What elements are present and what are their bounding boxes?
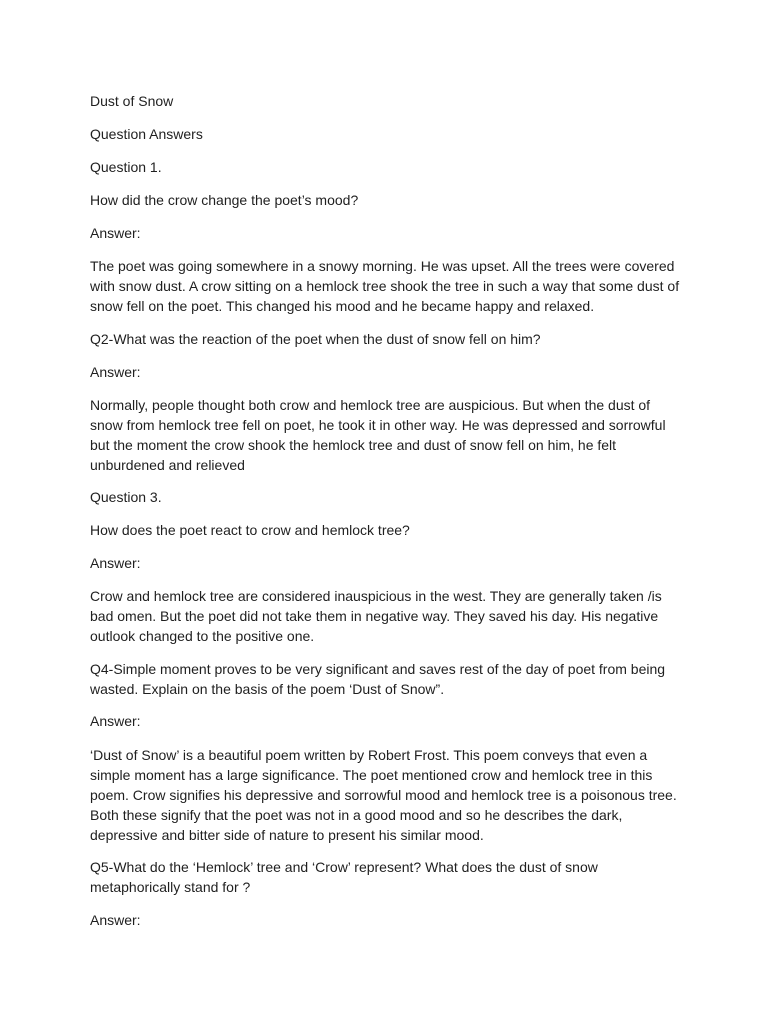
question-4-line: Q4-Simple moment proves to be very significant and saves rest of the day of poet from being (90, 661, 666, 677)
answer-2-line: but the moment the crow shook the hemlock tree and dust of snow fell on him, he felt (90, 437, 617, 453)
question-3-label: Question 3. (90, 489, 162, 505)
answer-1-line: The poet was going somewhere in a snowy morning. He was upset. All the trees were covered (90, 258, 675, 274)
document-subtitle: Question Answers (90, 126, 203, 142)
document-title: Dust of Snow (90, 93, 174, 109)
answer-4-line: simple moment has a large significance. The poet mentioned crow and hemlock tree in this (90, 767, 653, 783)
question-1-label: Question 1. (90, 159, 162, 175)
answer-5-label: Answer: (90, 912, 141, 928)
answer-1-label: Answer: (90, 225, 141, 241)
answer-3-line: outlook changed to the positive one. (90, 628, 315, 644)
answer-2-label: Answer: (90, 364, 141, 380)
question-4-line: wasted. Explain on the basis of the poem ‘Dust of Snow”. (90, 681, 445, 697)
answer-2-line: snow from hemlock tree fell on poet, he took it in other way. He was depressed and sorrowful (90, 417, 666, 433)
question-1-text: How did the crow change the poet’s mood? (90, 192, 359, 208)
question-5-line: Q5-What do the ‘Hemlock’ tree and ‘Crow’ represent? What does the dust of snow (90, 859, 598, 875)
answer-1-line: snow fell on the poet. This changed his mood and he became happy and relaxed. (90, 298, 595, 314)
answer-2-line: Normally, people thought both crow and hemlock tree are auspicious. But when the dust of (90, 397, 651, 413)
answer-3-line: Crow and hemlock tree are considered inauspicious in the west. They are generally taken /is (90, 588, 662, 604)
answer-4-line: poem. Crow signifies his depressive and sorrowful mood and hemlock tree is a poisonous tree. (90, 787, 677, 803)
answer-3-line: bad omen. But the poet did not take them in negative way. They saved his day. His negative (90, 608, 659, 624)
answer-4-line: Both these signify that the poet was not in a good mood and so he describes the dark, (90, 807, 623, 823)
answer-4-line: ‘Dust of Snow’ is a beautiful poem written by Robert Frost. This poem conveys that even a (90, 747, 648, 763)
answer-3-label: Answer: (90, 555, 141, 571)
question-3-text: How does the poet react to crow and hemlock tree? (90, 522, 410, 538)
answer-1-line: with snow dust. A crow sitting on a hemlock tree shook the tree in such a way that some dust of (90, 278, 680, 294)
answer-4-line: depressive and bitter side of nature to present his similar mood. (90, 827, 484, 843)
question-2-text: Q2-What was the reaction of the poet when the dust of snow fell on him? (90, 331, 541, 347)
answer-2-line: unburdened and relieved (90, 457, 245, 473)
answer-4-label: Answer: (90, 713, 141, 729)
question-5-line: metaphorically stand for ? (90, 879, 251, 895)
